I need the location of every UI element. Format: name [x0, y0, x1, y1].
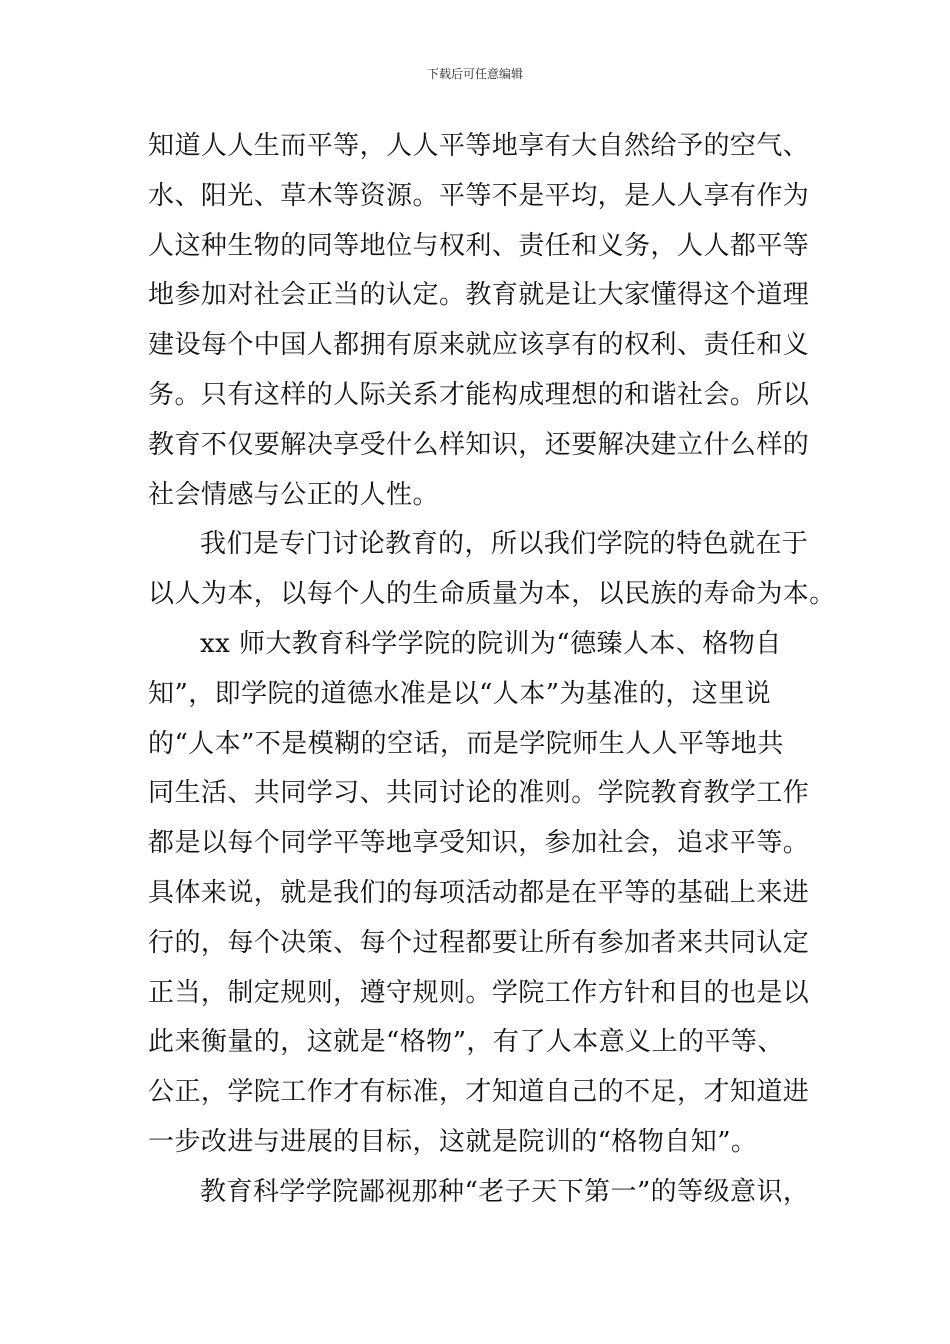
text-line: 以人为本，以每个人的生命质量为本，以民族的寿命为本。	[148, 579, 836, 610]
text-line: 具体来说，就是我们的每项活动都是在平等的基础上来进	[148, 877, 810, 908]
paragraph-first-line: 教育科学学院鄙视那种“老子天下第一”的等级意识，	[200, 1176, 810, 1207]
text-line: 水、阳光、草木等资源。平等不是平均，是人人享有作为	[148, 180, 810, 211]
text-line: 务。只有这样的人际关系才能构成理想的和谐社会。所以	[148, 379, 810, 410]
text-line: 同生活、共同学习、共同讨论的准则。学院教育教学工作	[148, 778, 810, 809]
text-line: 都是以每个同学平等地享受知识，参加社会，追求平等。	[148, 828, 810, 859]
text-line: 此来衡量的，这就是“格物”，有了人本意义上的平等、	[148, 1027, 784, 1058]
text-line: 人这种生物的同等地位与权利、责任和义务，人人都平等	[148, 230, 810, 261]
document-body	[148, 122, 838, 1218]
paragraph-first-line: xx 师大教育科学学院的院训为“德臻人本、格物自	[200, 628, 782, 659]
text-line: 建设每个中国人都拥有原来就应该享有的权利、责任和义	[148, 330, 810, 361]
page-header: 下载后可任意编辑	[426, 67, 523, 81]
text-line: 社会情感与公正的人性。	[148, 479, 439, 510]
text-line: 行的，每个决策、每个过程都要让所有参加者来共同认定	[148, 927, 810, 958]
text-line: 知”，即学院的道德水准是以“人本”为基准的，这里说	[148, 678, 772, 709]
text-line: 知道人人生而平等，人人平等地享有大自然给予的空气、	[148, 131, 810, 161]
text-line: 教育不仅要解决享受什么样知识，还要解决建立什么样的	[148, 429, 810, 460]
text-line: 地参加对社会正当的认定。教育就是让大家懂得这个道理	[148, 280, 810, 311]
text-line: 公正，学院工作才有标准，才知道自己的不足，才知道进	[148, 1077, 810, 1108]
text-line: 正当，制定规则，遵守规则。学院工作方针和目的也是以	[148, 977, 810, 1008]
paragraph-first-line: 我们是专门讨论教育的，所以我们学院的特色就在于	[200, 529, 809, 560]
text-line: 一步改进与进展的目标，这就是院训的“格物自知”。	[148, 1126, 758, 1157]
text-line: 的“人本”不是模糊的空话，而是学院师生人人平等地共	[148, 728, 784, 759]
